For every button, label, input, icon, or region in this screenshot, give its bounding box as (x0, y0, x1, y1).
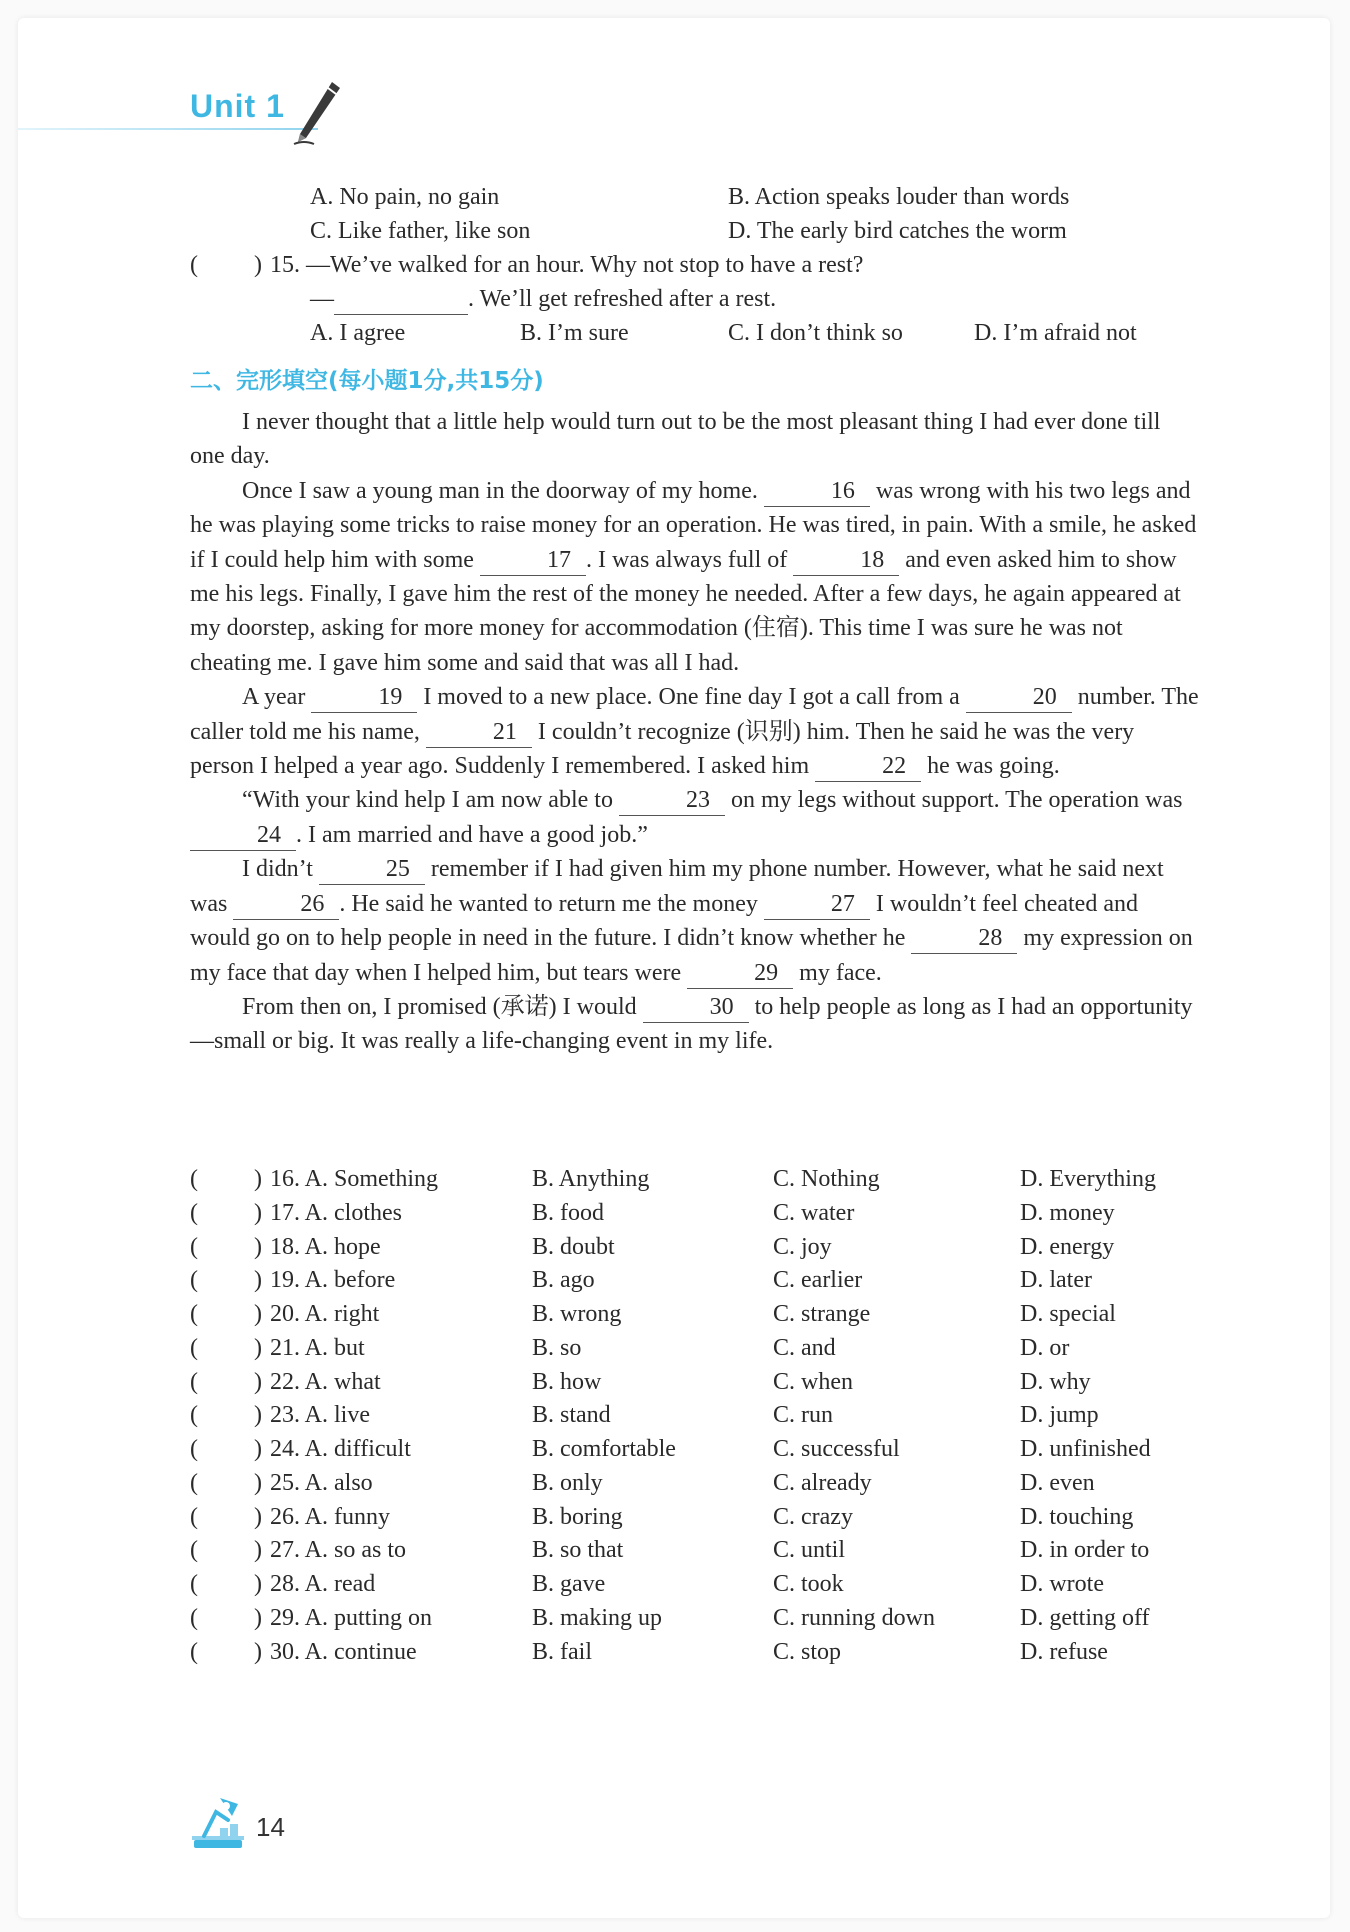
question-option-b: B. stand (532, 1402, 611, 1428)
question-option-a: 24. A. difficult (270, 1436, 411, 1462)
answer-paren-open: ( (190, 1402, 198, 1428)
question-option-c: C. strange (773, 1301, 871, 1327)
q15-reply (310, 282, 776, 316)
answer-paren-close: ) (254, 1369, 262, 1395)
question-option-a: 20. A. right (270, 1301, 380, 1327)
q15-reply-rest: . We’ll get refreshed after a rest. (468, 286, 777, 312)
question-option-a: 21. A. but (270, 1335, 365, 1361)
question-option-b: B. wrong (532, 1301, 622, 1327)
unit-title: Unit 1 (190, 88, 285, 124)
q15-answer-paren-open: ( (190, 252, 198, 278)
question-option-d: D. special (1020, 1301, 1116, 1327)
question-option-c: C. when (773, 1369, 853, 1395)
q15-reply-dash: — (310, 286, 334, 312)
q14-option-c: C. Like father, like son (310, 218, 531, 244)
cloze-passage (190, 405, 1200, 1059)
question-option-d: D. jump (1020, 1402, 1099, 1428)
blank-28[interactable]: 28 (911, 923, 1017, 954)
section-heading: 二、完形填空(每小题1分,共15分) (190, 368, 544, 394)
answer-paren-open: ( (190, 1571, 198, 1597)
answer-paren-open: ( (190, 1537, 198, 1563)
question-option-a: 22. A. what (270, 1369, 381, 1395)
q15-option-c: C. I don’t think so (728, 320, 903, 346)
question-option-d: D. in order to (1020, 1537, 1150, 1563)
answer-paren-close: ) (254, 1639, 262, 1665)
q14-option-a: A. No pain, no gain (310, 184, 500, 210)
question-option-d: D. why (1020, 1369, 1091, 1395)
question-option-c: C. took (773, 1571, 844, 1597)
question-option-b: B. gave (532, 1571, 606, 1597)
answer-paren-open: ( (190, 1267, 198, 1293)
blank-23[interactable]: 23 (619, 785, 725, 816)
question-option-d: D. later (1020, 1267, 1092, 1293)
question-option-a: 28. A. read (270, 1571, 376, 1597)
question-option-a: 26. A. funny (270, 1504, 390, 1530)
question-option-d: D. even (1020, 1470, 1095, 1496)
question-option-b: B. so (532, 1335, 582, 1361)
question-option-d: D. unfinished (1020, 1436, 1151, 1462)
question-option-c: C. already (773, 1470, 872, 1496)
answer-paren-close: ) (254, 1537, 262, 1563)
question-option-b: B. only (532, 1470, 603, 1496)
q15-blank[interactable] (334, 284, 468, 315)
answer-paren-close: ) (254, 1504, 262, 1530)
question-option-d: D. refuse (1020, 1639, 1108, 1665)
question-option-d: D. touching (1020, 1504, 1134, 1530)
question-option-b: B. so that (532, 1537, 624, 1563)
question-option-c: C. run (773, 1402, 833, 1428)
answer-paren-close: ) (254, 1436, 262, 1462)
answer-paren-open: ( (190, 1639, 198, 1665)
blank-19[interactable]: 19 (311, 682, 417, 713)
question-option-c: C. joy (773, 1234, 832, 1260)
paragraph-5: I didn’t 25 remember if I had given him my phone number. However, what he said next was 26 . He said he wanted to return me the money 27 I wouldn’t feel cheated and would go on to help people in need in the future. I didn’t know whether he 28 my expression on my face that day when I helped him, but tears were 29 my face. (190, 852, 1200, 990)
question-option-a: 16. A. Something (270, 1166, 439, 1192)
question-option-b: B. comfortable (532, 1436, 676, 1462)
question-option-d: D. or (1020, 1335, 1070, 1361)
answer-paren-open: ( (190, 1436, 198, 1462)
answer-paren-close: ) (254, 1470, 262, 1496)
pen-icon (292, 80, 342, 146)
question-option-c: C. successful (773, 1436, 900, 1462)
answer-paren-open: ( (190, 1504, 198, 1530)
question-option-b: B. fail (532, 1639, 592, 1665)
q14-option-d: D. The early bird catches the worm (728, 218, 1067, 244)
q15-answer-paren-close: ) (254, 252, 262, 278)
answer-paren-open: ( (190, 1301, 198, 1327)
q15-option-b: B. I’m sure (520, 320, 629, 346)
paragraph-4: “With your kind help I am now able to 23 on my legs without support. The operation was 24 . I am married and have a good job.” (190, 783, 1200, 852)
question-option-b: B. Anything (532, 1166, 650, 1192)
blank-21[interactable]: 21 (426, 717, 532, 748)
question-option-d: D. Everything (1020, 1166, 1156, 1192)
question-option-b: B. food (532, 1200, 604, 1226)
question-option-b: B. how (532, 1369, 602, 1395)
paragraph-1: I never thought that a little help would turn out to be the most pleasant thing I had ever done till one day. (190, 409, 1161, 470)
blank-22[interactable]: 22 (815, 751, 921, 782)
answer-paren-open: ( (190, 1166, 198, 1192)
answer-paren-close: ) (254, 1605, 262, 1631)
blank-16[interactable]: 16 (764, 476, 870, 507)
lamp-icon (190, 1790, 246, 1850)
question-option-b: B. ago (532, 1267, 595, 1293)
question-option-b: B. making up (532, 1605, 662, 1631)
question-option-a: 29. A. putting on (270, 1605, 433, 1631)
answer-paren-close: ) (254, 1335, 262, 1361)
question-option-a: 17. A. clothes (270, 1200, 402, 1226)
question-option-b: B. doubt (532, 1234, 615, 1260)
question-option-c: C. earlier (773, 1267, 863, 1293)
q15-option-d: D. I’m afraid not (974, 320, 1137, 346)
question-option-a: 30. A. continue (270, 1639, 417, 1665)
q15-option-a: A. I agree (310, 320, 406, 346)
answer-paren-close: ) (254, 1301, 262, 1327)
paragraph-2: Once I saw a young man in the doorway of my home. 16 was wrong with his two legs and he was playing some tricks to raise money for an operation. He was tired, in pain. With a smile, he asked if I could help him with some 17 . I was always full of 18 and even asked him to show me his legs. Finally, I gave him the rest of the money he needed. After a few days, he again appeared at my doorstep, asking for more money for accommodation (住宿). This time I was sure he was not cheating me. I gave him some and said that was all I had. (190, 477, 1197, 676)
question-option-a: 23. A. live (270, 1402, 370, 1428)
answer-paren-close: ) (254, 1571, 262, 1597)
paragraph-3: A year 19 I moved to a new place. One fine day I got a call from a 20 number. The caller told me his name, 21 I couldn’t recognize (识别) him. Then he said he was the very person I helped a year ago. Suddenly I remembered. I asked him 22 he was going. (190, 680, 1200, 783)
question-option-a: 27. A. so as to (270, 1537, 407, 1563)
answer-paren-close: ) (254, 1402, 262, 1428)
question-option-d: D. money (1020, 1200, 1115, 1226)
page-number: 14 (256, 1812, 285, 1842)
blank-26[interactable]: 26 (233, 889, 339, 920)
question-option-c: C. and (773, 1335, 836, 1361)
question-option-c: C. stop (773, 1639, 842, 1665)
answer-paren-open: ( (190, 1470, 198, 1496)
question-option-d: D. energy (1020, 1234, 1115, 1260)
q15-stem: 15. —We’ve walked for an hour. Why not stop to have a rest? (270, 252, 864, 278)
paragraph-6: From then on, I promised (承诺) I would 30 to help people as long as I had an opportunity—small or big. It was really a life-changing event in my life. (190, 993, 1193, 1055)
answer-paren-open: ( (190, 1335, 198, 1361)
answer-paren-close: ) (254, 1200, 262, 1226)
q14-option-b: B. Action speaks louder than words (728, 184, 1070, 210)
header-rule (18, 128, 318, 130)
blank-24[interactable]: 24 (190, 820, 296, 851)
answer-paren-open: ( (190, 1605, 198, 1631)
question-option-d: D. getting off (1020, 1605, 1150, 1631)
answer-paren-close: ) (254, 1234, 262, 1260)
question-option-a: 25. A. also (270, 1470, 373, 1496)
blank-29[interactable]: 29 (687, 958, 793, 989)
answer-paren-close: ) (254, 1267, 262, 1293)
blank-18[interactable]: 18 (793, 545, 899, 576)
blank-25[interactable]: 25 (319, 854, 425, 885)
blank-20[interactable]: 20 (966, 682, 1072, 713)
answer-paren-open: ( (190, 1200, 198, 1226)
question-option-a: 18. A. hope (270, 1234, 381, 1260)
blank-30[interactable]: 30 (643, 992, 749, 1023)
question-option-d: D. wrote (1020, 1571, 1104, 1597)
answer-paren-close: ) (254, 1166, 262, 1192)
question-option-c: C. water (773, 1200, 855, 1226)
question-option-c: C. running down (773, 1605, 935, 1631)
question-option-a: 19. A. before (270, 1267, 396, 1293)
question-option-c: C. until (773, 1537, 846, 1563)
blank-27[interactable]: 27 (764, 889, 870, 920)
question-option-c: C. Nothing (773, 1166, 880, 1192)
blank-17[interactable]: 17 (480, 545, 586, 576)
answer-paren-open: ( (190, 1234, 198, 1260)
question-option-c: C. crazy (773, 1504, 853, 1530)
question-option-b: B. boring (532, 1504, 623, 1530)
answer-paren-open: ( (190, 1369, 198, 1395)
